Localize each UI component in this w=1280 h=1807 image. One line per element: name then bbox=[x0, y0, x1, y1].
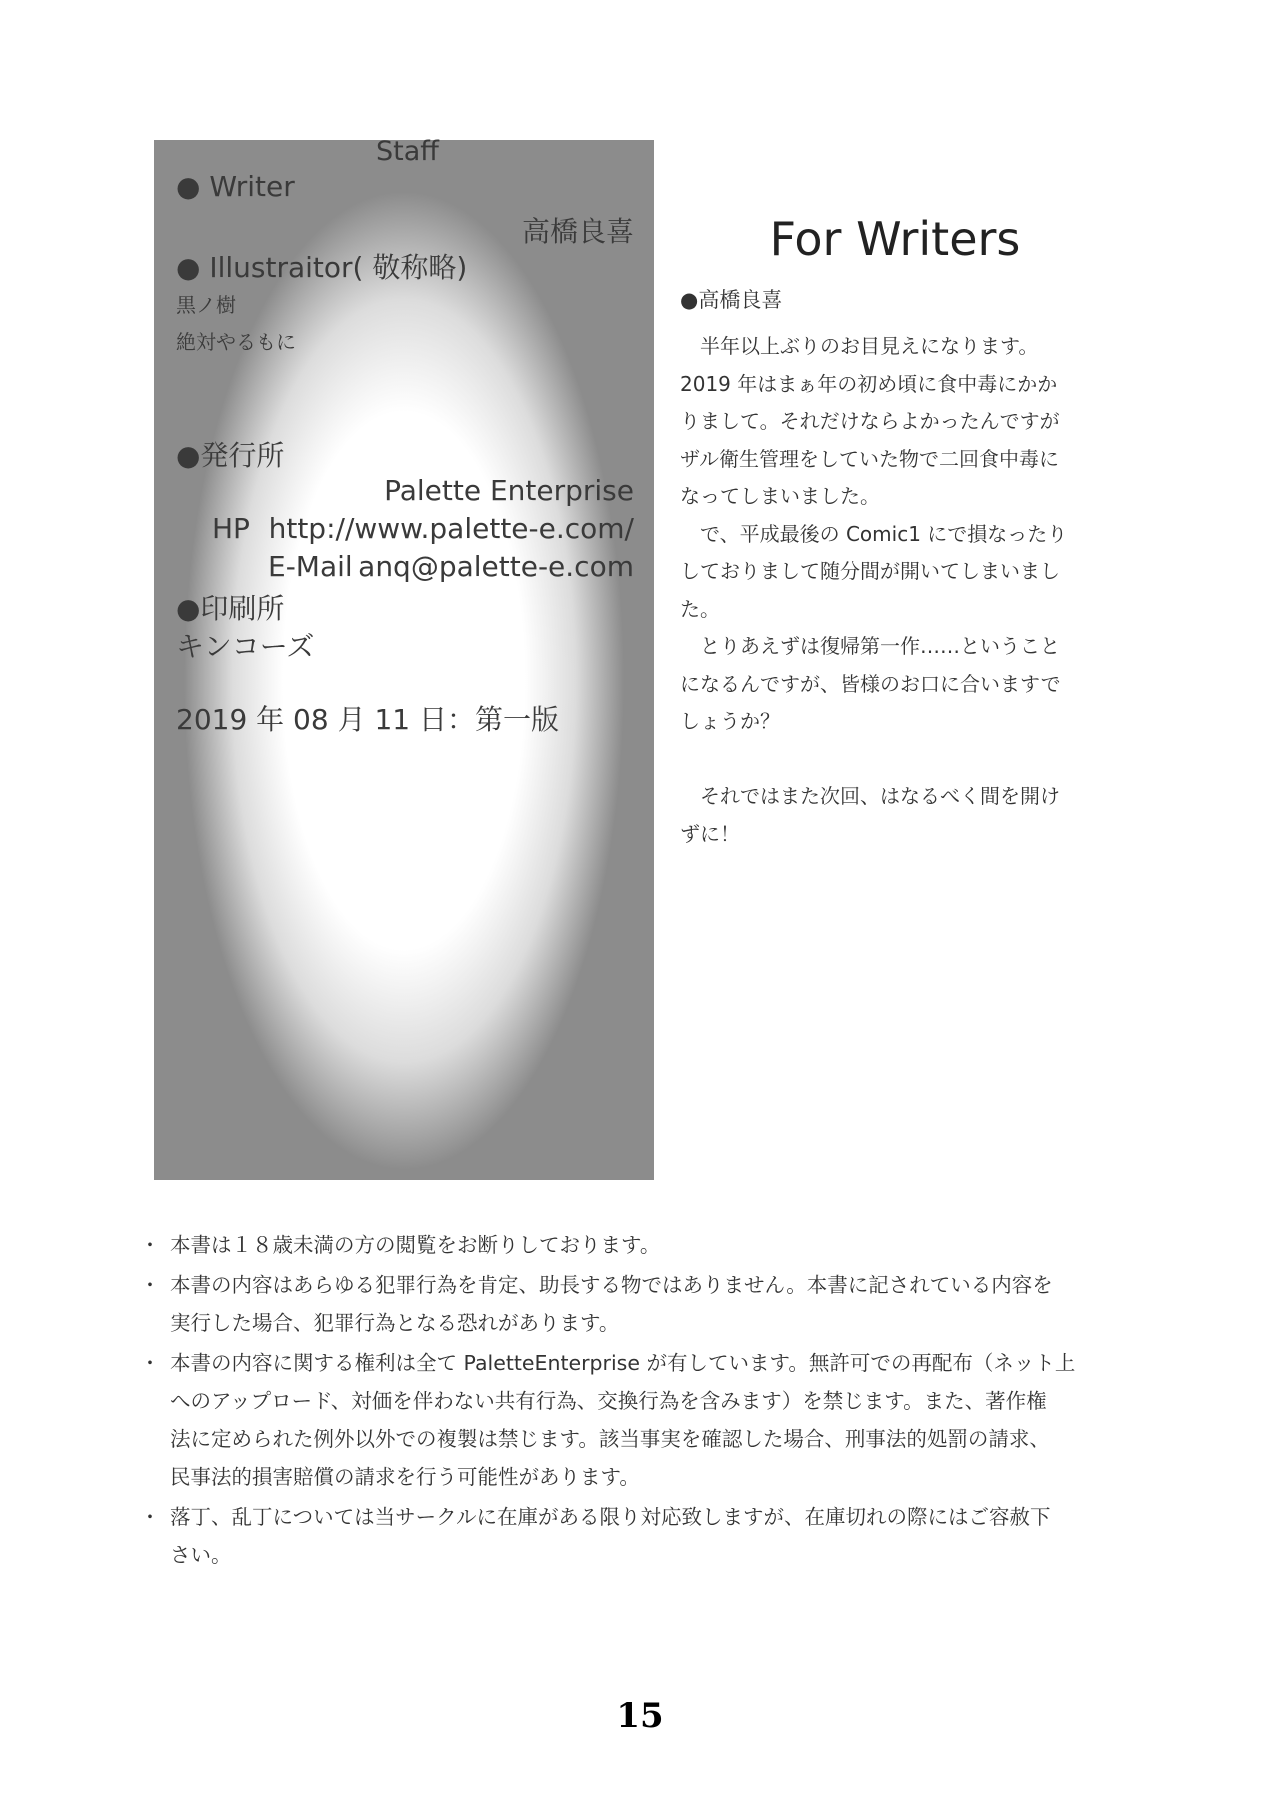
edition-date: 2019 年 08 月 11 日：第一版 bbox=[176, 703, 560, 736]
notice-item bbox=[140, 1344, 1180, 1496]
note-line: りまして。それだけならよかったんですが bbox=[680, 409, 1060, 433]
notice-line: 落丁、乱丁については当サークルに在庫がある限り対応致しますが、在庫切れの際にはご容赦下 bbox=[170, 1505, 1051, 1529]
hp-label: HP bbox=[212, 512, 250, 545]
note-line: ずに！ bbox=[680, 821, 740, 846]
writer-note bbox=[680, 284, 1120, 853]
illustrator-name: 黒ノ樹 bbox=[176, 293, 236, 317]
page-number: 15 bbox=[616, 1696, 664, 1736]
writer-heading: ● Writer bbox=[176, 170, 295, 203]
note-author: ●高橋良喜 bbox=[680, 288, 783, 312]
notice-line: 本書の内容はあらゆる犯罪行為を肯定、助長する物ではありません。本書に記されている内容を bbox=[170, 1273, 1053, 1297]
staff-panel bbox=[154, 136, 654, 1180]
staff-title: Staff bbox=[376, 136, 439, 167]
notice-line: さい。 bbox=[170, 1543, 232, 1567]
notice-line: へのアップロード、対価を伴わない共有行為、交換行為を含みます）を禁じます。また、著作権 bbox=[170, 1389, 1047, 1413]
note-line: それではまた次回、はなるべく間を開け bbox=[680, 784, 1060, 808]
bullet: ・ bbox=[140, 1505, 160, 1529]
note-line: しょうか？ bbox=[680, 709, 780, 733]
for-writers-title: For Writers bbox=[769, 212, 1021, 266]
note-line: なってしまいました。 bbox=[680, 484, 880, 508]
notice-item bbox=[140, 1498, 1180, 1574]
note-line: 半年以上ぶりのお目見えになります。 bbox=[680, 334, 1039, 358]
notice-line: 法に定められた例外以外での複製は禁じます。該当事実を確認した場合、刑事法的処罰の請求、 bbox=[170, 1427, 1050, 1451]
notice-line: 実行した場合、犯罪行為となる恐れがあります。 bbox=[170, 1311, 620, 1335]
email-address: anq@palette-e.com bbox=[358, 550, 634, 583]
notice-line: 民事法的損害賠償の請求を行う可能性があります。 bbox=[170, 1465, 640, 1489]
hp-url: http://www.palette-e.com/ bbox=[268, 512, 634, 545]
note-line: で、平成最後の Comic1 にで損なったり bbox=[680, 521, 1068, 546]
note-line: 2019 年はまぁ年の初め頃に食中毒にかか bbox=[680, 371, 1058, 396]
publisher-name: Palette Enterprise bbox=[384, 474, 634, 507]
illustrator-name: 絶対やるもに bbox=[176, 330, 296, 354]
note-line: ザル衛生管理をしていた物で二回食中毒に bbox=[680, 446, 1059, 471]
notice-line: 本書の内容に関する権利は全て PaletteEnterprise が有しています。無許可での再配布（ネット上 bbox=[170, 1351, 1076, 1375]
email-label: E-Mail bbox=[268, 550, 353, 583]
note-line: とりあえずは復帰第一作……ということ bbox=[680, 634, 1060, 658]
bullet: ・ bbox=[140, 1273, 160, 1297]
notice-item bbox=[140, 1266, 1180, 1342]
publisher-heading: ●発行所 bbox=[176, 439, 285, 472]
notice-item bbox=[140, 1226, 1180, 1264]
illustrator-heading: ● Illustraitor( 敬称略) bbox=[176, 251, 468, 284]
note-line: しておりまして随分間が開いてしまいまし bbox=[680, 559, 1060, 583]
notice-line: 本書は１８歳未満の方の閲覧をお断りしております。 bbox=[170, 1233, 661, 1257]
note-line: になるんですが、皆様のお口に合いますで bbox=[680, 671, 1061, 696]
bullet: ・ bbox=[140, 1233, 160, 1257]
notice-list bbox=[140, 1226, 1180, 1576]
note-line bbox=[680, 741, 1120, 779]
writer-name: 高橋良喜 bbox=[521, 215, 634, 248]
bullet: ・ bbox=[140, 1351, 160, 1375]
printer-name: キンコーズ bbox=[176, 630, 315, 663]
printer-heading: ●印刷所 bbox=[176, 592, 285, 625]
note-line: た。 bbox=[680, 596, 720, 621]
